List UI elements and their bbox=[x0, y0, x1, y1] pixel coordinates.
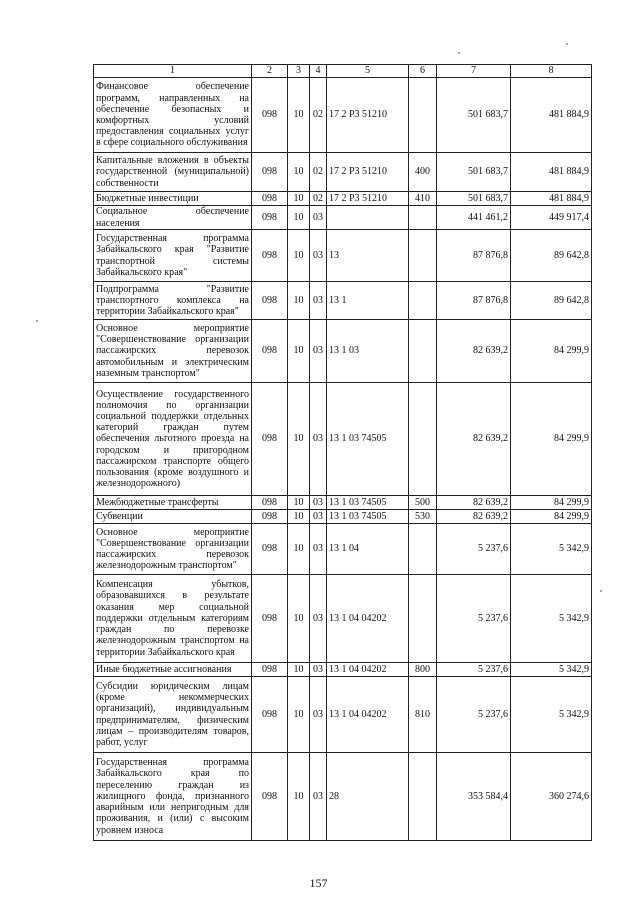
amount-year-2: 84 299,9 bbox=[511, 383, 592, 496]
amount-year-2: 89 642,8 bbox=[511, 282, 592, 320]
section-code: 10 bbox=[288, 496, 310, 510]
table-row bbox=[94, 206, 592, 230]
table-row bbox=[94, 282, 592, 320]
subsection-code: 03 bbox=[310, 663, 327, 677]
subsection-code: 03 bbox=[310, 753, 327, 841]
subsection-code: 03 bbox=[310, 230, 327, 282]
expense-type: 400 bbox=[409, 153, 437, 192]
amount-year-1: 82 639,2 bbox=[437, 496, 511, 510]
section-code: 10 bbox=[288, 153, 310, 192]
table-row bbox=[94, 575, 592, 663]
amount-year-2: 481 884,9 bbox=[511, 153, 592, 192]
ministry-code: 098 bbox=[252, 663, 288, 677]
table-row bbox=[94, 192, 592, 206]
column-header: 5 bbox=[327, 65, 409, 78]
amount-year-1: 501 683,7 bbox=[437, 153, 511, 192]
section-code: 10 bbox=[288, 753, 310, 841]
amount-year-2: 5 342,9 bbox=[511, 524, 592, 575]
row-name: Социальное обеспечение населения bbox=[94, 206, 252, 230]
ministry-code: 098 bbox=[252, 206, 288, 230]
expense-type: 410 bbox=[409, 192, 437, 206]
column-header: 4 bbox=[310, 65, 327, 78]
amount-year-2: 84 299,9 bbox=[511, 510, 592, 524]
ministry-code: 098 bbox=[252, 230, 288, 282]
amount-year-2: 84 299,9 bbox=[511, 320, 592, 383]
section-code: 10 bbox=[288, 78, 310, 153]
page-number: 157 bbox=[309, 876, 328, 890]
target-article: 13 1 04 04202 bbox=[327, 677, 409, 753]
table-row bbox=[94, 663, 592, 677]
subsection-code: 03 bbox=[310, 320, 327, 383]
target-article: 13 1 03 bbox=[327, 320, 409, 383]
table-row bbox=[94, 320, 592, 383]
section-code: 10 bbox=[288, 383, 310, 496]
ministry-code: 098 bbox=[252, 496, 288, 510]
scan-speck bbox=[458, 52, 460, 54]
column-header: 2 bbox=[252, 65, 288, 78]
ministry-code: 098 bbox=[252, 575, 288, 663]
column-header: 1 bbox=[94, 65, 252, 78]
subsection-code: 02 bbox=[310, 192, 327, 206]
subsection-code: 03 bbox=[310, 510, 327, 524]
row-name: Компенсация убытков, образовавшихся в результате оказания мер социальной поддержки отдельным категориям граждан по перевозке железнодорожным транспортом на территории Забайкальского края bbox=[94, 575, 252, 663]
table-row bbox=[94, 230, 592, 282]
amount-year-1: 87 876,8 bbox=[437, 282, 511, 320]
row-name: Финансовое обеспечение программ, направленных на обеспечение безопасных и комфортных условий предоставления социальных услуг в сфере социального обслуживания bbox=[94, 78, 252, 153]
amount-year-2: 84 299,9 bbox=[511, 496, 592, 510]
subsection-code: 03 bbox=[310, 524, 327, 575]
subsection-code: 03 bbox=[310, 575, 327, 663]
row-name: Осуществление государственного полномочия по организации социальной поддержки отдельных категорий граждан путем обеспечения льготного проезда на городском и пригородном пассажирском транспорте общего пользования (кроме воздушного и железнодорожного) bbox=[94, 383, 252, 496]
scan-speck bbox=[600, 590, 602, 592]
expense-type bbox=[409, 524, 437, 575]
row-name: Субвенции bbox=[94, 510, 252, 524]
section-code: 10 bbox=[288, 510, 310, 524]
ministry-code: 098 bbox=[252, 153, 288, 192]
expense-type: 800 bbox=[409, 663, 437, 677]
subsection-code: 02 bbox=[310, 153, 327, 192]
section-code: 10 bbox=[288, 575, 310, 663]
ministry-code: 098 bbox=[252, 192, 288, 206]
amount-year-1: 5 237,6 bbox=[437, 677, 511, 753]
target-article: 13 1 03 74505 bbox=[327, 383, 409, 496]
section-code: 10 bbox=[288, 282, 310, 320]
subsection-code: 03 bbox=[310, 496, 327, 510]
amount-year-2: 481 884,9 bbox=[511, 78, 592, 153]
scan-speck bbox=[566, 43, 568, 45]
row-name: Субсидии юридическим лицам (кроме некоммерческих организаций), индивидуальным предпринимателям, физическим лицам – производителям товаров, работ, услуг bbox=[94, 677, 252, 753]
section-code: 10 bbox=[288, 192, 310, 206]
section-code: 10 bbox=[288, 206, 310, 230]
expense-type bbox=[409, 320, 437, 383]
amount-year-1: 501 683,7 bbox=[437, 78, 511, 153]
section-code: 10 bbox=[288, 230, 310, 282]
expense-type bbox=[409, 753, 437, 841]
section-code: 10 bbox=[288, 320, 310, 383]
amount-year-1: 82 639,2 bbox=[437, 320, 511, 383]
subsection-code: 03 bbox=[310, 383, 327, 496]
target-article: 17 2 Р3 51210 bbox=[327, 153, 409, 192]
column-header: 8 bbox=[511, 65, 592, 78]
amount-year-1: 5 237,6 bbox=[437, 663, 511, 677]
target-article: 13 1 03 74505 bbox=[327, 510, 409, 524]
target-article: 28 bbox=[327, 753, 409, 841]
column-header: 6 bbox=[409, 65, 437, 78]
target-article: 13 1 04 04202 bbox=[327, 575, 409, 663]
amount-year-1: 501 683,7 bbox=[437, 192, 511, 206]
amount-year-1: 87 876,8 bbox=[437, 230, 511, 282]
table-row bbox=[94, 677, 592, 753]
expense-type: 810 bbox=[409, 677, 437, 753]
row-name: Бюджетные инвестиции bbox=[94, 192, 252, 206]
row-name: Государственная программа Забайкальского края по переселению граждан из жилищного фонда, признанного аварийным или непригодным для проживания, и (или) с высоким уровнем износа bbox=[94, 753, 252, 841]
section-code: 10 bbox=[288, 663, 310, 677]
expense-type bbox=[409, 206, 437, 230]
amount-year-1: 82 639,2 bbox=[437, 383, 511, 496]
row-name: Государственная программа Забайкальского края "Развитие транспортной системы Забайкальского края" bbox=[94, 230, 252, 282]
section-code: 10 bbox=[288, 677, 310, 753]
table-header-row bbox=[94, 65, 592, 78]
amount-year-1: 353 584,4 bbox=[437, 753, 511, 841]
expense-type: 500 bbox=[409, 496, 437, 510]
expense-type bbox=[409, 282, 437, 320]
row-name: Иные бюджетные ассигнования bbox=[94, 663, 252, 677]
amount-year-2: 5 342,9 bbox=[511, 663, 592, 677]
budget-table bbox=[93, 64, 592, 841]
row-name: Подпрограмма "Развитие транспортного комплекса на территории Забайкальского края" bbox=[94, 282, 252, 320]
amount-year-1: 82 639,2 bbox=[437, 510, 511, 524]
amount-year-2: 449 917,4 bbox=[511, 206, 592, 230]
table-row bbox=[94, 78, 592, 153]
section-code: 10 bbox=[288, 524, 310, 575]
ministry-code: 098 bbox=[252, 78, 288, 153]
table-row bbox=[94, 496, 592, 510]
table-row bbox=[94, 383, 592, 496]
target-article: 13 bbox=[327, 230, 409, 282]
amount-year-1: 5 237,6 bbox=[437, 575, 511, 663]
ministry-code: 098 bbox=[252, 510, 288, 524]
row-name: Капитальные вложения в объекты государственной (муниципальной) собственности bbox=[94, 153, 252, 192]
expense-type bbox=[409, 383, 437, 496]
ministry-code: 098 bbox=[252, 677, 288, 753]
expense-type: 530 bbox=[409, 510, 437, 524]
subsection-code: 03 bbox=[310, 677, 327, 753]
amount-year-2: 481 884,9 bbox=[511, 192, 592, 206]
ministry-code: 098 bbox=[252, 383, 288, 496]
expense-type bbox=[409, 575, 437, 663]
table-row bbox=[94, 753, 592, 841]
target-article: 17 2 Р3 51210 bbox=[327, 192, 409, 206]
table-row bbox=[94, 153, 592, 192]
column-header: 7 bbox=[437, 65, 511, 78]
target-article: 13 1 03 74505 bbox=[327, 496, 409, 510]
amount-year-2: 5 342,9 bbox=[511, 575, 592, 663]
scan-speck bbox=[36, 320, 38, 322]
target-article bbox=[327, 206, 409, 230]
target-article: 13 1 bbox=[327, 282, 409, 320]
ministry-code: 098 bbox=[252, 524, 288, 575]
target-article: 13 1 04 04202 bbox=[327, 663, 409, 677]
subsection-code: 03 bbox=[310, 206, 327, 230]
amount-year-2: 360 274,6 bbox=[511, 753, 592, 841]
amount-year-1: 441 461,2 bbox=[437, 206, 511, 230]
column-header: 3 bbox=[288, 65, 310, 78]
amount-year-2: 5 342,9 bbox=[511, 677, 592, 753]
expense-type bbox=[409, 230, 437, 282]
subsection-code: 03 bbox=[310, 282, 327, 320]
row-name: Межбюджетные трансферты bbox=[94, 496, 252, 510]
target-article: 13 1 04 bbox=[327, 524, 409, 575]
row-name: Основное мероприятие "Совершенствование организации пассажирских перевозок автомобильным и электрическим наземным транспортом" bbox=[94, 320, 252, 383]
row-name: Основное мероприятие "Совершенствование организации пассажирских перевозок железнодорожным транспортом" bbox=[94, 524, 252, 575]
ministry-code: 098 bbox=[252, 282, 288, 320]
amount-year-2: 89 642,8 bbox=[511, 230, 592, 282]
table-row bbox=[94, 510, 592, 524]
table-row bbox=[94, 524, 592, 575]
amount-year-1: 5 237,6 bbox=[437, 524, 511, 575]
subsection-code: 02 bbox=[310, 78, 327, 153]
expense-type bbox=[409, 78, 437, 153]
target-article: 17 2 Р3 51210 bbox=[327, 78, 409, 153]
ministry-code: 098 bbox=[252, 320, 288, 383]
ministry-code: 098 bbox=[252, 753, 288, 841]
